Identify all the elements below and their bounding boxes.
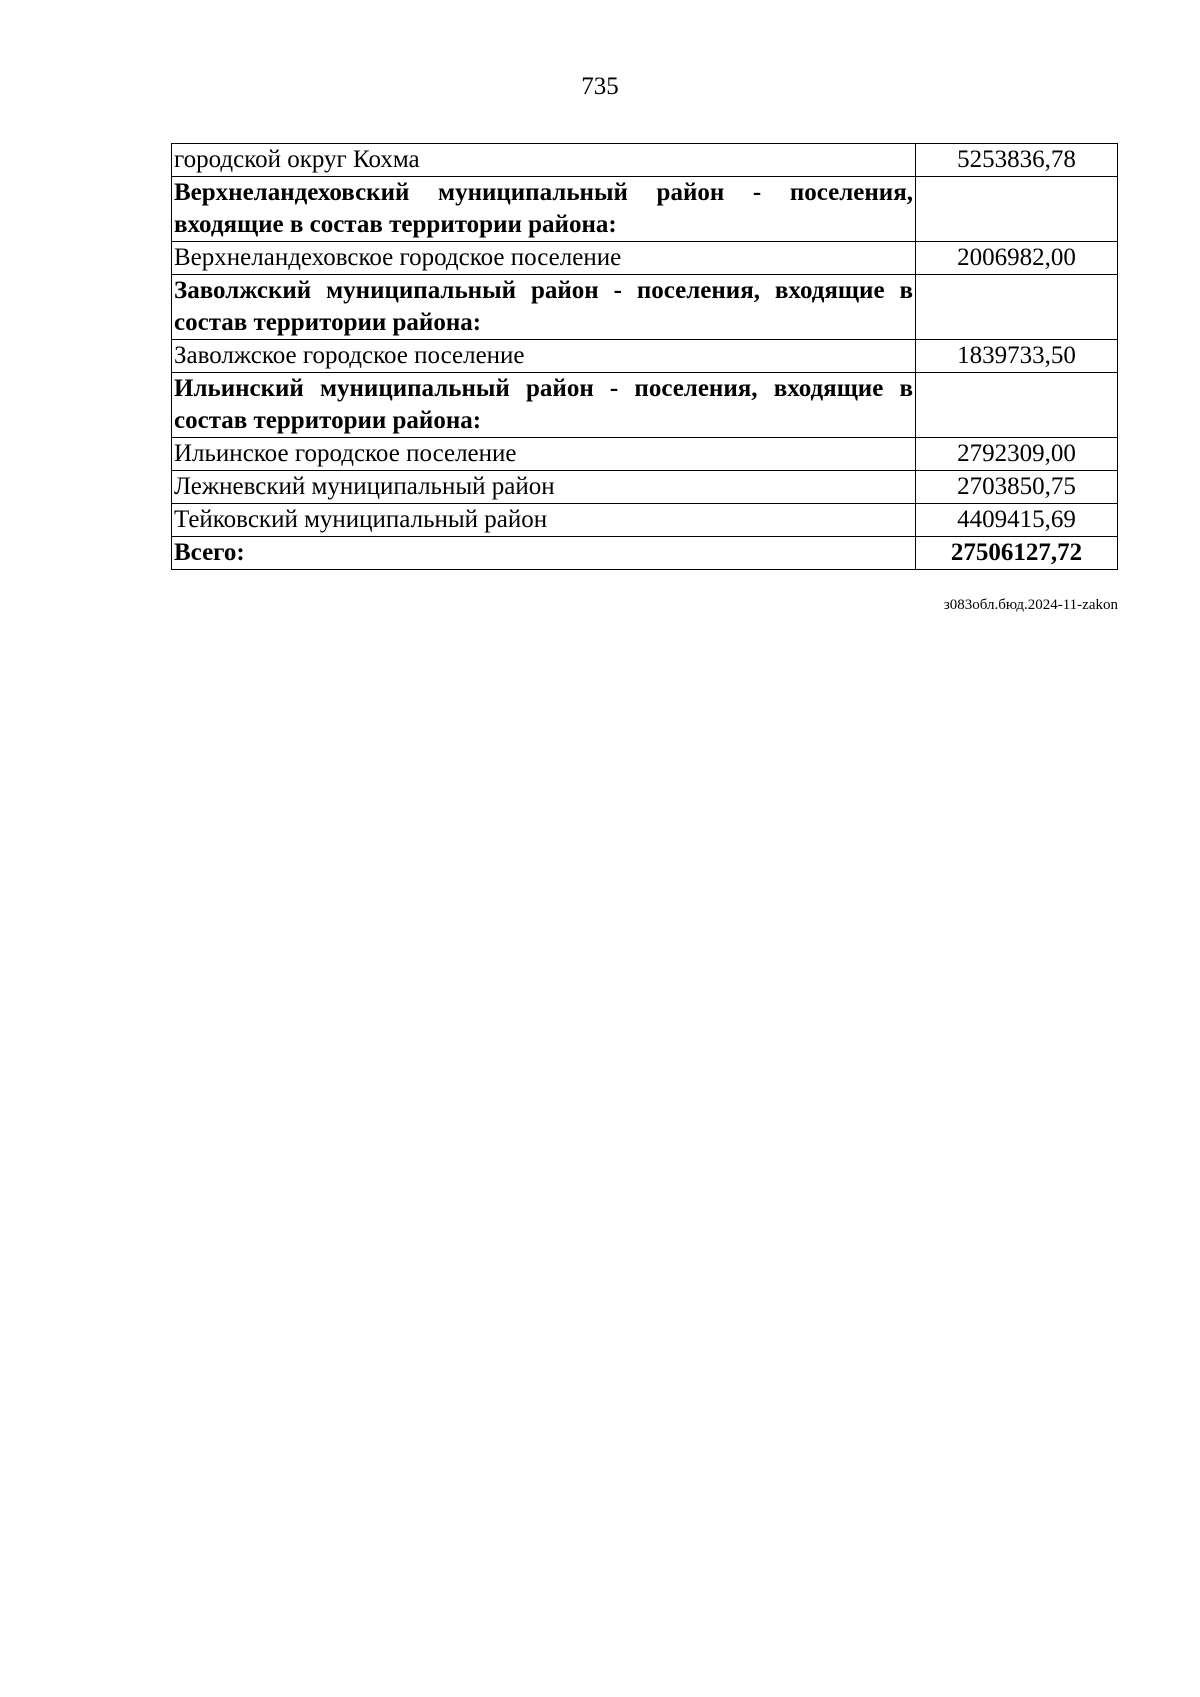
section-header-name: Ильинский муниципальный район - поселения, входящие в состав территории района: (172, 373, 916, 438)
page-number: 735 (581, 73, 619, 100)
table-row (172, 504, 1118, 537)
table-row-section-header (172, 177, 1118, 242)
table-row-section-header (172, 275, 1118, 340)
row-name: Ильинское городское поселение (172, 438, 916, 471)
row-value: 1839733,50 (916, 340, 1118, 373)
row-value (916, 275, 1118, 340)
row-value: 5253836,78 (916, 144, 1118, 177)
row-value: 2006982,00 (916, 242, 1118, 275)
row-name: Лежневский муниципальный район (172, 471, 916, 504)
row-name: Заволжское городское поселение (172, 340, 916, 373)
table-row (172, 471, 1118, 504)
row-value (916, 373, 1118, 438)
row-value: 4409415,69 (916, 504, 1118, 537)
budget-allocation-table (171, 143, 1118, 570)
table-row (172, 144, 1118, 177)
table-row (172, 438, 1118, 471)
section-header-name: Верхнеландеховский муниципальный район - поселения, входящие в состав территории района: (172, 177, 916, 242)
row-value (916, 177, 1118, 242)
table-row (172, 242, 1118, 275)
row-name: городской округ Кохма (172, 144, 916, 177)
table-total-row (172, 537, 1118, 570)
total-label: Всего: (172, 537, 916, 570)
table-row (172, 340, 1118, 373)
row-name: Тейковский муниципальный район (172, 504, 916, 537)
document-code: з083обл.бюд.2024-11-zakon (943, 597, 1118, 613)
row-value: 2792309,00 (916, 438, 1118, 471)
row-name: Верхнеландеховское городское поселение (172, 242, 916, 275)
table-row-section-header (172, 373, 1118, 438)
section-header-name: Заволжский муниципальный район - поселения, входящие в состав территории района: (172, 275, 916, 340)
total-value: 27506127,72 (916, 537, 1118, 570)
row-value: 2703850,75 (916, 471, 1118, 504)
